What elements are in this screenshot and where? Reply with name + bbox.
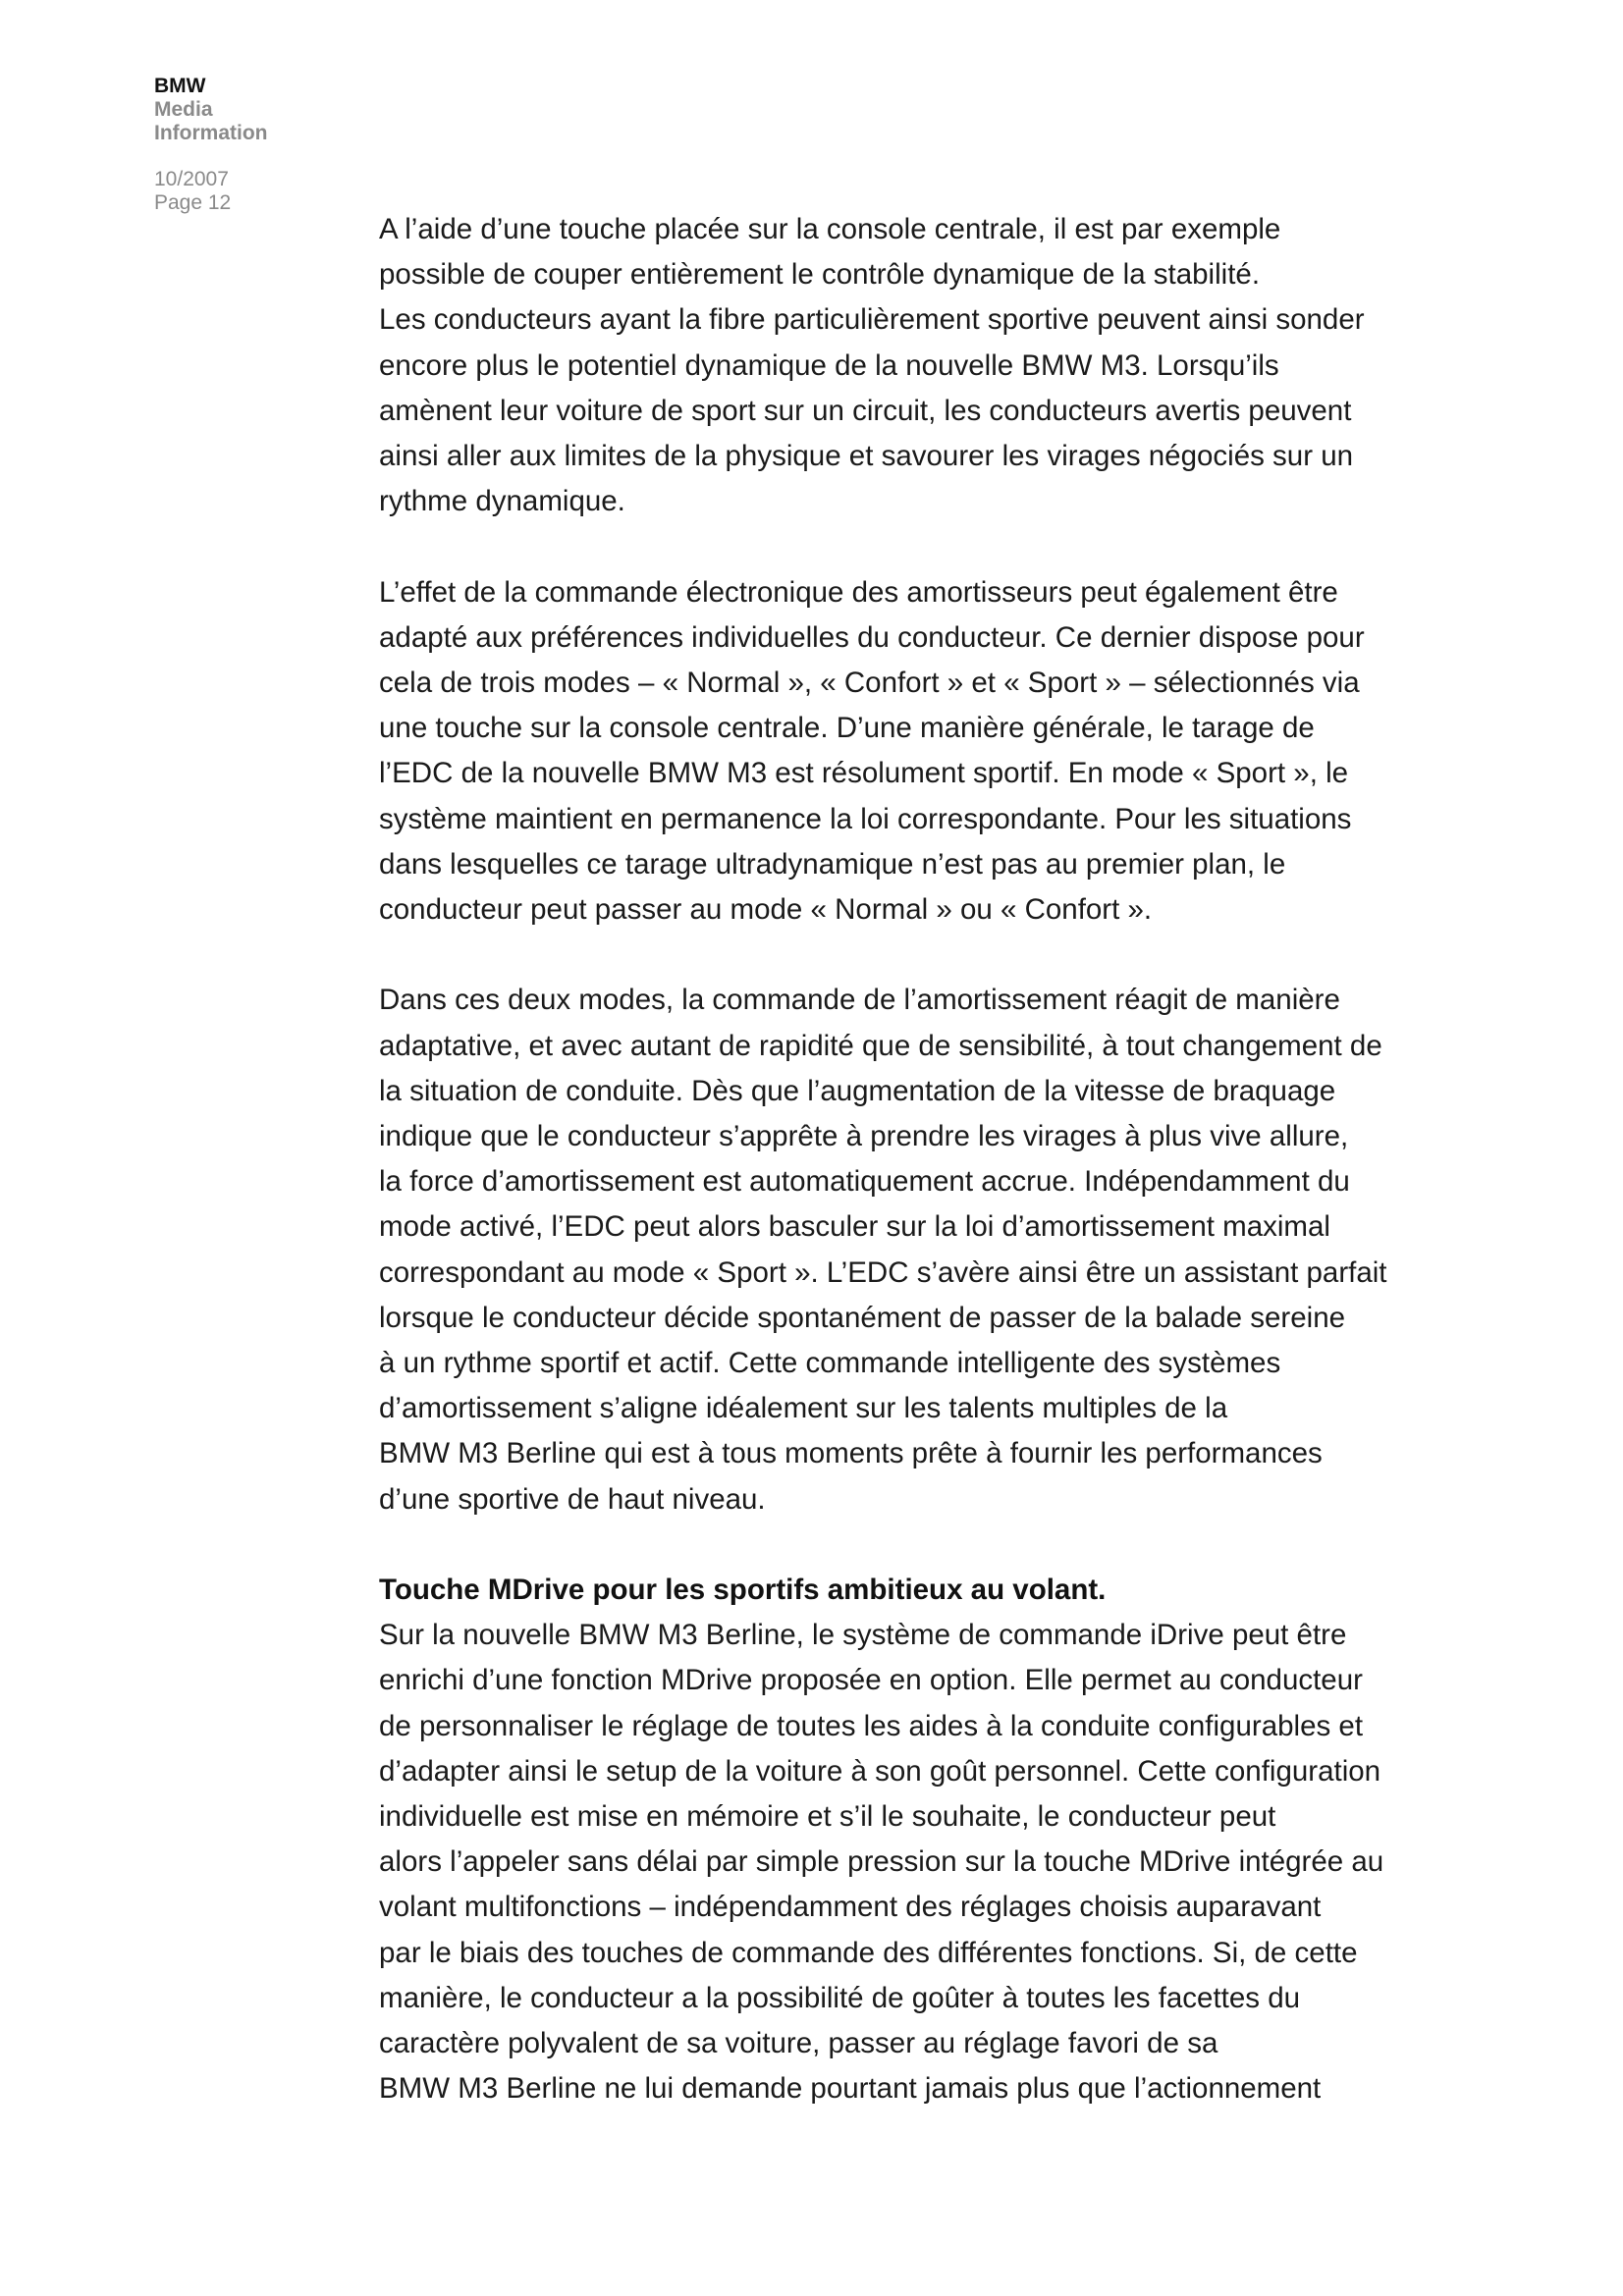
text-line: BMW M3 Berline ne lui demande pourtant jamais plus que l’actionnement bbox=[379, 2072, 1322, 2106]
text-line: A l’aide d’une touche placée sur la console centrale, il est par exemple bbox=[379, 213, 1281, 245]
text-line: correspondant au mode « Sport ». L’EDC s’avère ainsi être un assistant parfait bbox=[379, 1255, 1387, 1289]
text-line: système maintient en permanence la loi correspondante. Pour les situations bbox=[379, 802, 1352, 835]
text-line: rythme dynamique. bbox=[379, 485, 625, 518]
text-line: lorsque le conducteur décide spontanément de passer de la balade sereine bbox=[379, 1301, 1346, 1334]
text-line: Dans ces deux modes, la commande de l’amortissement réagit de manière bbox=[379, 984, 1340, 1017]
text-line: Les conducteurs ayant la fibre particulièrement sportive peuvent ainsi sonder bbox=[379, 303, 1365, 337]
text-line: alors l’appeler sans délai par simple pression sur la touche MDrive intégrée au bbox=[379, 1845, 1384, 1879]
text-line: cela de trois modes – « Normal », « Confort » et « Sport » – sélectionnés via bbox=[379, 667, 1360, 700]
section-heading: Touche MDrive pour les sportifs ambitieux au volant. bbox=[379, 1574, 1107, 1607]
page-number: Page 12 bbox=[154, 191, 232, 214]
text-line: mode activé, l’EDC peut alors basculer sur la loi d’amortissement maximal bbox=[379, 1210, 1330, 1244]
text-line: indique que le conducteur s’apprête à prendre les virages à plus vive allure, bbox=[379, 1120, 1349, 1153]
paragraph-gap bbox=[379, 1522, 1410, 1568]
text-line: Sur la nouvelle BMW M3 Berline, le système de commande iDrive peut être bbox=[379, 1619, 1347, 1652]
paragraph-4 bbox=[379, 1613, 1410, 2111]
text-line: dans lesquelles ce tarage ultradynamique n’est pas au premier plan, le bbox=[379, 847, 1286, 881]
text-line: possible de couper entièrement le contrôle dynamique de la stabilité. bbox=[379, 258, 1261, 292]
text-line: à un rythme sportif et actif. Cette commande intelligente des systèmes bbox=[379, 1347, 1281, 1380]
body-text bbox=[379, 207, 1410, 2111]
text-line: l’EDC de la nouvelle BMW M3 est résolument sportif. En mode « Sport », le bbox=[379, 757, 1349, 790]
brand-name: BMW bbox=[154, 75, 206, 97]
text-line: d’une sportive de haut niveau. bbox=[379, 1482, 766, 1516]
paragraph-gap bbox=[379, 933, 1410, 978]
text-line: individuelle est mise en mémoire et s’il le souhaite, le conducteur peut bbox=[379, 1800, 1276, 1834]
paragraph-2 bbox=[379, 570, 1410, 934]
document-header bbox=[154, 75, 351, 215]
text-line: adapté aux préférences individuelles du conducteur. Ce dernier dispose pour bbox=[379, 620, 1365, 654]
text-line: adaptative, et avec autant de rapidité que de sensibilité, à tout changement de bbox=[379, 1029, 1382, 1062]
text-line: une touche sur la console centrale. D’une manière générale, le tarage de bbox=[379, 712, 1315, 745]
brand-information: Information bbox=[154, 122, 268, 144]
text-line: BMW M3 Berline qui est à tous moments prête à fournir les performances bbox=[379, 1437, 1323, 1470]
text-line: ainsi aller aux limites de la physique et savourer les virages négociés sur un bbox=[379, 440, 1354, 473]
text-line: par le biais des touches de commande des différentes fonctions. Si, de cette bbox=[379, 1936, 1358, 1969]
text-line: amènent leur voiture de sport sur un circuit, les conducteurs avertis peuvent bbox=[379, 394, 1352, 427]
paragraph-gap bbox=[379, 524, 1410, 569]
text-line: enrichi d’une fonction MDrive proposée en option. Elle permet au conducteur bbox=[379, 1664, 1363, 1697]
document-meta bbox=[154, 168, 351, 215]
text-line: manière, le conducteur a la possibilité de goûter à toutes les facettes du bbox=[379, 1981, 1301, 2014]
text-line: conducteur peut passer au mode « Normal » ou « Confort ». bbox=[379, 893, 1153, 927]
text-line: encore plus le potentiel dynamique de la nouvelle BMW M3. Lorsqu’ils bbox=[379, 348, 1279, 382]
brand-media: Media bbox=[154, 98, 213, 121]
text-line: L’effet de la commande électronique des amortisseurs peut également être bbox=[379, 575, 1338, 609]
paragraph-1 bbox=[379, 207, 1410, 524]
text-line: volant multifonctions – indépendamment des réglages choisis auparavant bbox=[379, 1891, 1322, 1924]
text-line: la situation de conduite. Dès que l’augmentation de la vitesse de braquage bbox=[379, 1074, 1336, 1107]
paragraph-3 bbox=[379, 978, 1410, 1522]
document-date: 10/2007 bbox=[154, 168, 229, 190]
text-line: caractère polyvalent de sa voiture, passer au réglage favori de sa bbox=[379, 2027, 1218, 2060]
text-line: d’amortissement s’aligne idéalement sur les talents multiples de la bbox=[379, 1392, 1228, 1425]
text-line: d’adapter ainsi le setup de la voiture à son goût personnel. Cette configuration bbox=[379, 1754, 1381, 1788]
text-line: la force d’amortissement est automatiquement accrue. Indépendamment du bbox=[379, 1165, 1350, 1199]
text-line: de personnaliser le réglage de toutes les aides à la conduite configurables et bbox=[379, 1709, 1364, 1742]
